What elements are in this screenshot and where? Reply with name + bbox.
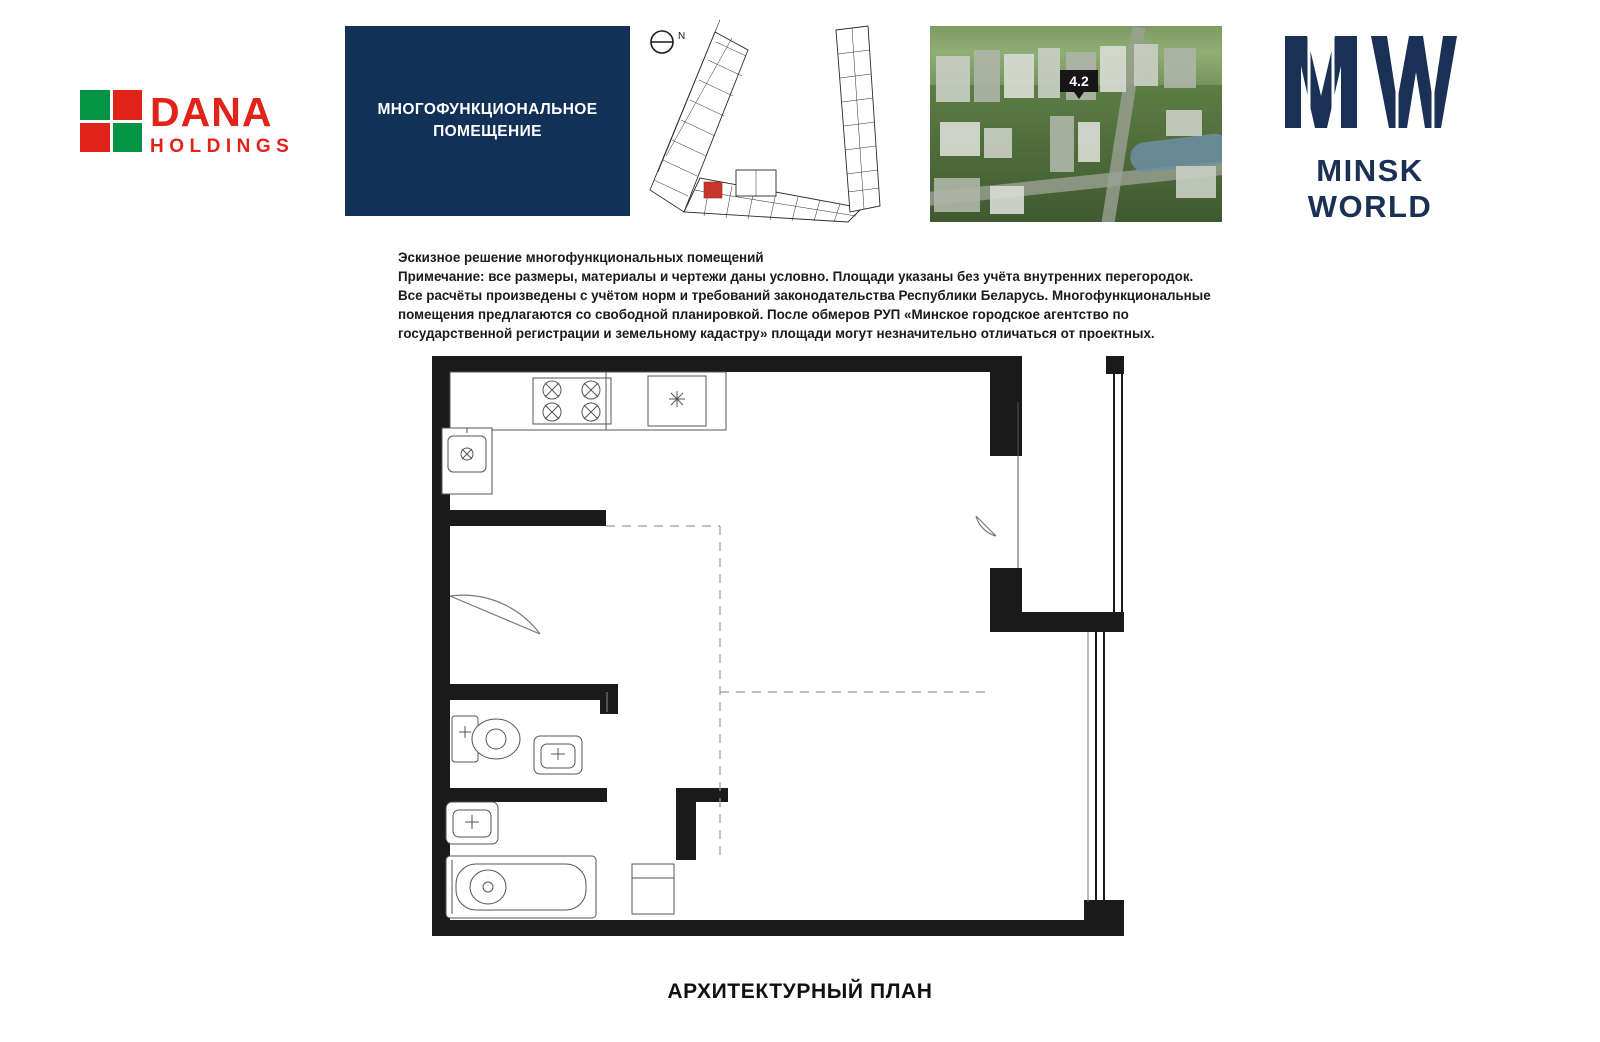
dana-logo-text [150,90,294,158]
aerial-building [940,122,980,156]
title-block [345,26,630,216]
kitchen-sink-icon [442,428,492,494]
keyplan-highlight-unit [704,182,722,198]
title-block-line1: МНОГОФУНКЦИОНАЛЬНОЕ [377,100,598,118]
dana-brand-name: DANA [150,89,273,135]
keyplan-diagram [640,20,920,225]
logo-square-red [80,123,110,153]
aerial-building [1078,122,1100,162]
aerial-building [934,178,980,212]
logo-square-green [113,123,143,153]
aerial-building [1166,110,1202,136]
plan-dashed-partitions [606,526,992,860]
note-line-1: Примечание: все размеры, материалы и чертежи даны условно. Площади указаны без учёта внутренних перегородок. [398,269,1194,285]
logo-square-red [113,90,143,120]
minsk-world-name: MINSK WORLD [1307,153,1433,224]
floor-plan [400,340,1200,960]
aerial-building [1004,54,1034,98]
kitchen-counter [450,372,726,430]
toilet-icon [452,716,520,762]
aerial-building [990,186,1024,214]
wash-basin-small-icon [534,736,582,774]
plan-walls [432,356,1124,936]
title-block-text [363,99,611,144]
aerial-building [1164,48,1196,88]
minsk-world-monogram-icon [1275,28,1465,140]
document-header [0,0,1600,240]
aerial-building [1134,44,1158,86]
note-block [398,248,1211,343]
note-heading: Эскизное решение многофункциональных помещений [398,250,764,265]
radiator-icon [632,864,674,914]
bathtub-icon [446,856,596,918]
aerial-location-marker: 4.2 [1060,70,1098,92]
logo-square-green [80,90,110,120]
aerial-building [1100,46,1126,92]
aerial-building [974,50,1000,102]
north-label: N [678,31,686,42]
plan-door-swings [450,516,996,712]
wash-basin-icon [446,802,498,844]
dana-logo-squares-icon [80,90,142,152]
note-line-2: Все расчёты произведены с учётом норм и требований законодательства Республики Беларусь. Многофункциональные [398,288,1211,304]
title-block-line2: ПОМЕЩЕНИЕ [433,123,542,140]
dana-brand-subtitle: HOLDINGS [150,136,295,157]
keyplan-right-wing [836,26,880,212]
aerial-render-image [930,26,1222,222]
north-arrow-icon [651,31,685,53]
keyplan-svg [640,20,920,225]
floor-plan-svg [400,340,1200,960]
page-title: АРХИТЕКТУРНЫЙ ПЛАН [667,980,933,1003]
note-line-4: государственной регистрации и земельному кадастру» площади могут незначительно отличаться от проектных. [398,326,1155,342]
aerial-building [1176,166,1216,198]
aerial-building-highlight [1050,116,1074,172]
minsk-world-logo [1250,28,1490,225]
aerial-building [1038,48,1060,98]
aerial-building [984,128,1012,158]
aerial-building [936,56,970,102]
note-line-3: помещения предлагаются со свободной планировкой. После обмеров РУП «Минское городское агентство по [398,307,1129,323]
dana-holdings-logo [80,90,294,158]
